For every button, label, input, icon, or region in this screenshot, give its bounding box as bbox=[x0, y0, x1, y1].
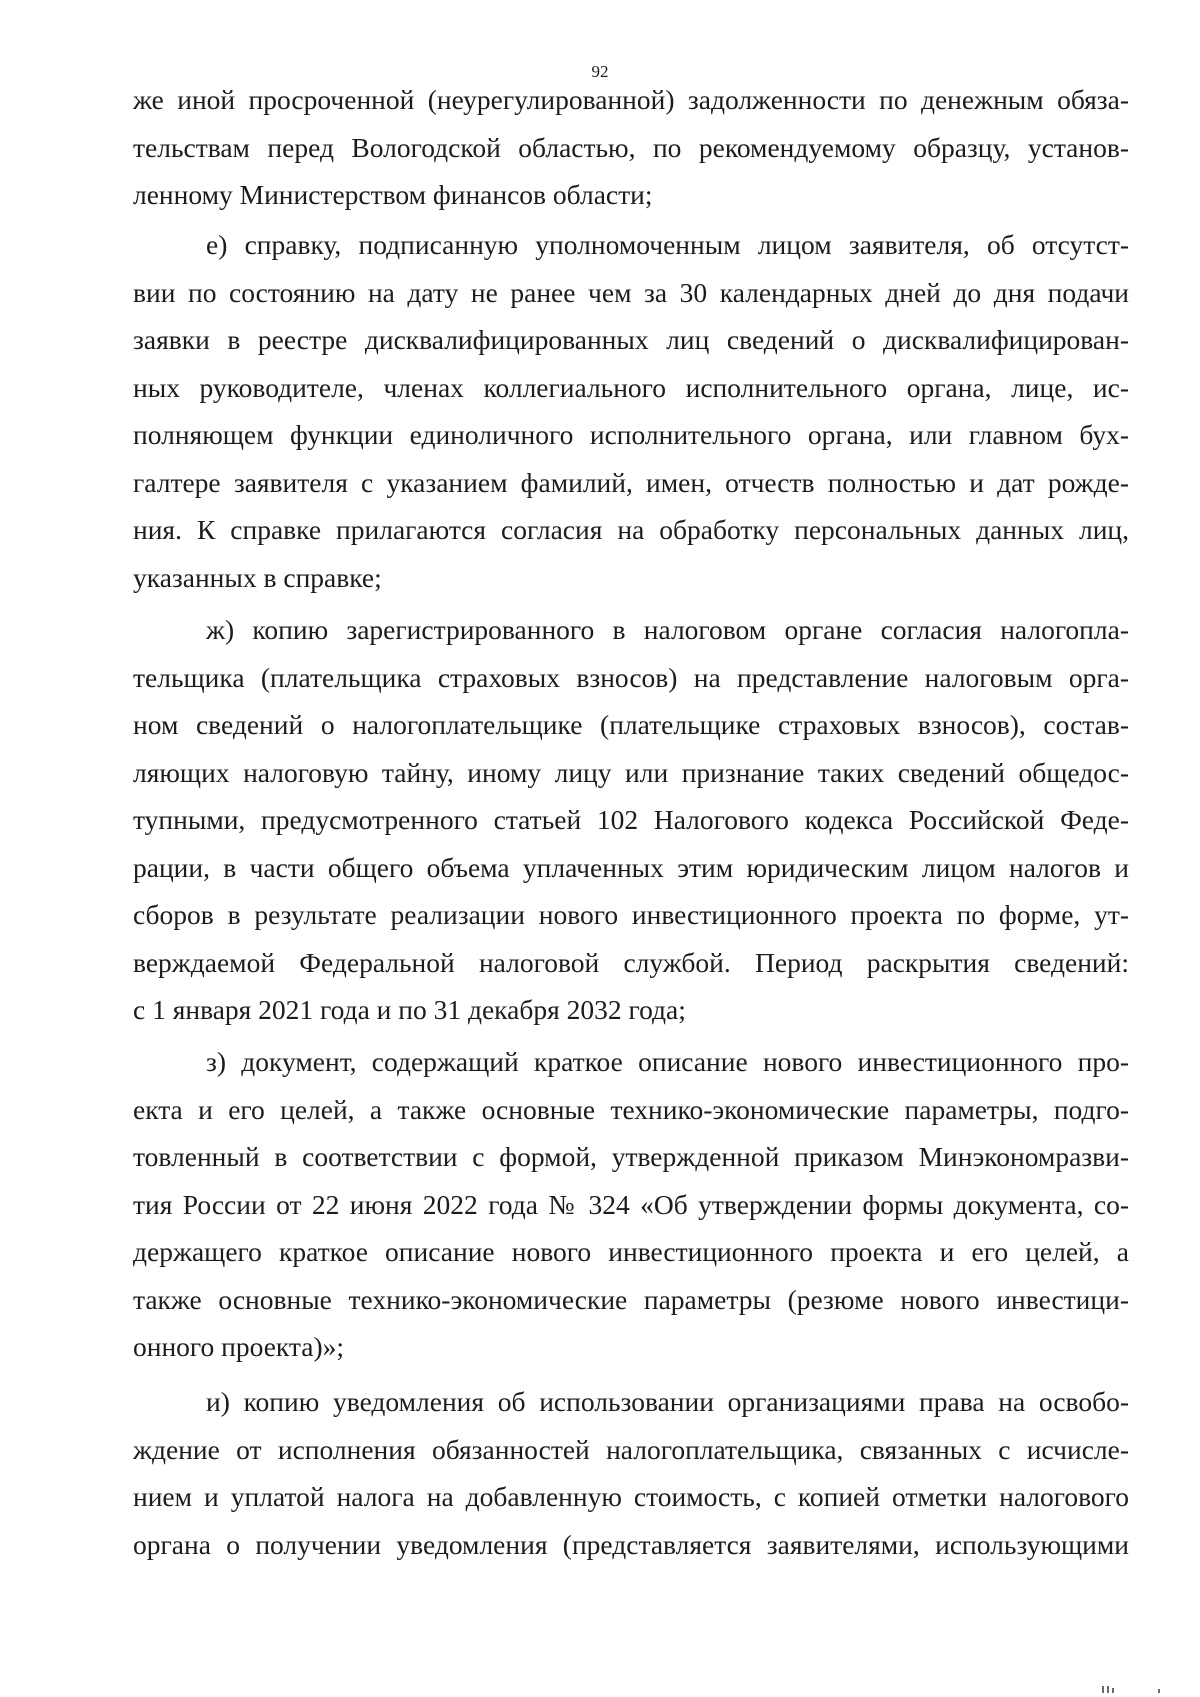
text-line: полняющем функции единоличного исполнительного органа, или главном бух- bbox=[133, 419, 1129, 450]
paragraph-item-z bbox=[133, 1038, 1129, 1371]
text-line: указанных в справке; bbox=[133, 561, 382, 593]
text-line: ждение от исполнения обязанностей налогоплательщика, связанных с исчисле- bbox=[133, 1433, 1129, 1465]
text-line: с 1 января 2021 года и по 31 декабря 2032 года; bbox=[133, 994, 686, 1025]
text-line: и) копию уведомления об использовании организациями права на освобо- bbox=[206, 1386, 1129, 1417]
text-line: ных руководителе, членах коллегиального исполнительного органа, лице, ис- bbox=[133, 371, 1129, 403]
text-line: рации, в части общего объема уплаченных этим юридическим лицом налогов и bbox=[133, 851, 1129, 883]
paragraph-item-e bbox=[133, 221, 1129, 601]
text-line: ния. К справке прилагаются согласия на обработку персональных данных лиц, bbox=[133, 514, 1129, 545]
text-line: заявки в реестре дисквалифицированных лиц сведений о дисквалифицирован- bbox=[133, 324, 1129, 355]
page-number: 92 bbox=[591, 62, 609, 81]
text-line: органа о получении уведомления (представляется заявителями, использующими bbox=[133, 1528, 1129, 1560]
text-line: ляющих налоговую тайну, иному лицу или признание таких сведений общедос- bbox=[133, 756, 1129, 788]
text-line: держащего краткое описание нового инвестиционного проекта и его целей, а bbox=[133, 1236, 1129, 1267]
paragraph-debt-continuation bbox=[133, 76, 1129, 219]
paragraph-item-i bbox=[133, 1378, 1129, 1568]
paragraph-item-zh bbox=[133, 606, 1129, 1034]
text-line: з) документ, содержащий краткое описание нового инвестиционного про- bbox=[206, 1046, 1129, 1077]
text-line: сборов в результате реализации нового инвестиционного проекта по форме, ут- bbox=[133, 899, 1129, 930]
text-line: галтере заявителя с указанием фамилий, имен, отчеств полностью и дат рожде- bbox=[133, 466, 1129, 498]
text-line: тия России от 22 июня 2022 года № 324 «Об утверждении формы документа, со- bbox=[133, 1188, 1129, 1220]
text-line: также основные технико-экономические параметры (резюме нового инвестици- bbox=[133, 1283, 1129, 1315]
text-line: екта и его целей, а также основные технико-экономические параметры, подго- bbox=[133, 1093, 1129, 1125]
text-line: тупными, предусмотренного статьей 102 Налогового кодекса Российской Феде- bbox=[133, 804, 1129, 835]
text-line: ж) копию зарегистрированного в налоговом органе согласия налогопла- bbox=[206, 614, 1129, 645]
text-line: ленному Министерством финансов области; bbox=[133, 179, 653, 210]
text-line: тельствам перед Вологодской областью, по рекомендуемому образцу, установ- bbox=[133, 131, 1129, 163]
text-line: тельщика (плательщика страховых взносов) на представление налоговым орга- bbox=[133, 661, 1129, 693]
text-line: же иной просроченной (неурегулированной) задолженности по денежным обяза- bbox=[133, 84, 1129, 115]
text-line: вии по состоянию на дату не ранее чем за 30 календарных дней до дня подачи bbox=[133, 276, 1129, 308]
text-line: верждаемой Федеральной налоговой службой. Период раскрытия сведений: bbox=[133, 946, 1129, 978]
text-line: е) справку, подписанную уполномоченным лицом заявителя, об отсутст- bbox=[206, 229, 1129, 260]
scan-artifact-marks bbox=[1102, 1685, 1162, 1693]
text-line: онного проекта)»; bbox=[133, 1331, 345, 1362]
text-line: товленный в соответствии с формой, утвержденной приказом Минэкономразви- bbox=[133, 1141, 1129, 1172]
text-line: ном сведений о налогоплательщике (плательщике страховых взносов), состав- bbox=[133, 709, 1129, 740]
text-line: нием и уплатой налога на добавленную стоимость, с копией отметки налогового bbox=[133, 1481, 1129, 1512]
